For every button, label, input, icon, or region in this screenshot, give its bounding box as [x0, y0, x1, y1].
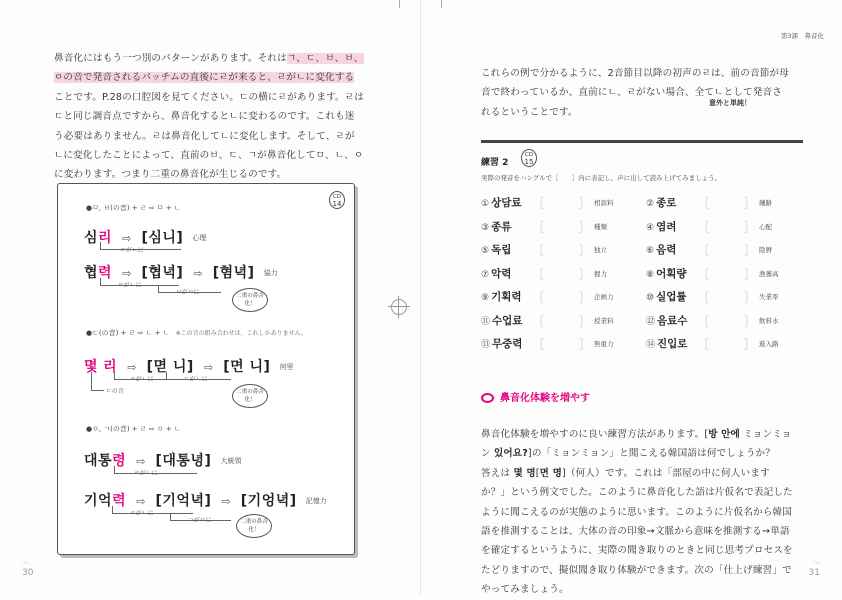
pronunciation-step2: [기엉녁]	[240, 493, 297, 509]
change-note: ㄹがㄴに	[134, 470, 158, 477]
item-word: 음료수	[657, 314, 688, 327]
answer-bracket-close[interactable]: ］	[579, 338, 590, 351]
item-number: ③	[481, 222, 490, 233]
item-word: 실업률	[656, 291, 687, 303]
practice-item	[646, 195, 806, 211]
change-note: ㄷがㄴに	[184, 376, 208, 383]
answer-bracket-open[interactable]: ［	[533, 338, 544, 351]
double-nasalization-bubble: 二重の鼻音化！	[236, 514, 272, 538]
double-nasalization-bubble: 二重の鼻音化！	[232, 384, 268, 408]
answer-bracket-close[interactable]: ］	[579, 244, 590, 257]
item-gloss: 飲料水	[759, 316, 779, 325]
answer-bracket-open[interactable]: ［	[698, 220, 709, 234]
answer-bracket-close[interactable]: ］	[744, 197, 755, 210]
example-box	[57, 183, 355, 555]
item-gloss: 授業料	[594, 316, 614, 325]
practice-section	[481, 140, 803, 351]
practice-item	[481, 313, 641, 329]
bracket-line	[91, 372, 104, 391]
change-note: ㅂがㅁに	[176, 289, 200, 296]
item-gloss: 握力	[594, 269, 607, 278]
page-number: 〜 30	[22, 559, 34, 578]
answer-bracket-close[interactable]: ］	[579, 291, 590, 304]
item-number: ②	[646, 199, 655, 209]
item-word: 무중력	[492, 338, 523, 350]
item-word: 진입로	[657, 338, 688, 350]
item-gloss: 鍾路	[759, 199, 772, 207]
rule-1: ●ㅁ, ㅂ(の音) + ㄹ ⇨ ㅁ + ㄴ	[86, 204, 181, 212]
answer-bracket-open[interactable]: ［	[698, 338, 709, 351]
item-word: 수업료	[492, 314, 523, 327]
answer-bracket-open[interactable]: ［	[533, 267, 544, 281]
item-gloss: 進入路	[759, 340, 779, 348]
arrow-right-icon: ⇨	[122, 267, 132, 280]
item-number: ⑪	[481, 316, 491, 327]
pronunciation: [심니]	[141, 230, 184, 246]
change-note: ㄷの音	[106, 388, 124, 395]
answer-bracket-close[interactable]: ］	[744, 338, 755, 351]
double-nasalization-bubble: 二重の鼻音化！	[232, 288, 268, 312]
change-note: ㄹがㄴに	[120, 247, 144, 254]
item-number: ⑭	[646, 340, 656, 350]
item-word: 어획량	[656, 267, 687, 280]
item-number: ⑨	[481, 293, 490, 303]
change-note: ㄹがㄴに	[130, 510, 154, 517]
item-gloss: 漁獲高	[759, 269, 779, 278]
answer-bracket-open[interactable]: ［	[533, 314, 544, 328]
trim-mark	[399, 0, 400, 8]
answer-bracket-open[interactable]: ［	[698, 244, 709, 257]
item-number: ⑦	[481, 269, 490, 280]
item-number: ⑥	[646, 246, 655, 256]
answer-bracket-close[interactable]: ］	[744, 244, 755, 257]
answer-bracket-close[interactable]: ］	[744, 291, 755, 304]
page-number: 〜 31	[808, 559, 820, 578]
item-word: 독립	[491, 244, 512, 256]
japanese-gloss: 協力	[263, 268, 278, 277]
arrow-right-icon: ⇨	[136, 455, 146, 468]
japanese-gloss: 記憶力	[305, 496, 327, 505]
section-heading: 鼻音化体験を増やす	[481, 389, 590, 404]
practice-title: 練習 2	[481, 158, 509, 168]
pronunciation-step1: [협녁]	[141, 265, 184, 281]
trim-mark	[441, 0, 442, 8]
item-number: ⑤	[481, 246, 490, 256]
example-word-highlight: 력	[98, 265, 113, 281]
pronunciation-step2: [면 니]	[223, 359, 271, 375]
item-number: ①	[481, 199, 490, 209]
answer-bracket-open[interactable]: ［	[533, 220, 544, 234]
right-paragraph-2: 鼻音化体験を増やすのに良い練習方法があります。[방 안에 ミョンミョン 있어요?]の「ミョンミョン」と聞こえる韓国語は何でしょうか？ 答えは 몇 명[면 명]（何人）です。これは「部屋の中に何人いますか？」という例文でした。このように鼻音化した語は片仮名で表記したように聞こえるのが実態のように思います。このように片仮名から韓国語を推測することは、大体の音の印象→文脈から意味を推測する→単語を確定するというように、実際の聞き取りのときと同じ思考プロセスをたどりますので、擬似聞き取り体験ができます。次の「仕上げ練習」でやってみましょう。	[481, 429, 793, 596]
practice-item	[481, 219, 641, 235]
answer-bracket-close[interactable]: ］	[579, 197, 590, 210]
change-note: ㄹがㄴに	[130, 376, 154, 383]
item-number: ⑩	[646, 293, 655, 303]
item-word: 상담료	[491, 197, 522, 209]
example-word-highlight: 령	[112, 453, 127, 469]
rule-note: ※この音の組み合わせは、これしかありません。	[175, 330, 307, 337]
practice-item	[646, 313, 806, 329]
answer-bracket-open[interactable]: ［	[533, 291, 544, 304]
answer-bracket-open[interactable]: ［	[698, 267, 709, 281]
item-gloss: 企画力	[594, 293, 614, 301]
answer-bracket-open[interactable]: ［	[698, 314, 709, 328]
rule-2: ●ㄷ(の音) + ㄹ ⇨ ㄴ + ㄴ ※この音の組み合わせは、これしかありません。	[86, 329, 307, 337]
arrow-right-icon: ⇨	[193, 267, 203, 280]
answer-bracket-close[interactable]: ］	[744, 267, 755, 281]
pronunciation: [대통녕]	[155, 453, 212, 469]
pronunciation-step1: [멷 니]	[146, 359, 194, 375]
arrow-right-icon: ⇨	[136, 495, 146, 508]
answer-bracket-close[interactable]: ］	[744, 220, 755, 234]
example-word: 심	[84, 230, 99, 246]
item-number: ⑧	[646, 269, 655, 280]
item-number: ⑫	[646, 316, 656, 327]
answer-bracket-open[interactable]: ［	[698, 197, 709, 210]
example-word-highlight: 리	[103, 359, 118, 375]
item-gloss: 独立	[594, 246, 607, 254]
running-header: 第3課 鼻音化	[780, 32, 824, 40]
answer-bracket-close[interactable]: ］	[579, 220, 590, 234]
japanese-gloss: 大統領	[220, 456, 242, 465]
item-word: 기획력	[491, 291, 522, 303]
item-gloss: 無重力	[594, 340, 614, 348]
practice-item	[481, 336, 641, 352]
example-word: 대통	[84, 453, 113, 469]
item-gloss: 心配	[759, 222, 772, 231]
arrow-right-icon: ⇨	[221, 495, 231, 508]
example-word-highlight: 리	[98, 230, 113, 246]
japanese-gloss: 何里	[279, 362, 294, 371]
practice-item	[481, 195, 641, 211]
highlighted-text: ㄱ、ㄷ、ㅂ、ㅂ、ㅇの音で発音されるパッチムの直後にㄹが来ると、ㄹがㄴに変化する	[54, 53, 364, 84]
arrow-right-icon: ⇨	[203, 361, 214, 374]
surprise-note: 意外と単純！	[709, 99, 751, 107]
paragraph-text: 鼻音化にはもう一つ別のパターンがあります。それは	[54, 53, 287, 64]
practice-item	[646, 289, 806, 305]
pronunciation-step1: [기억녁]	[155, 493, 212, 509]
practice-item	[481, 242, 641, 258]
practice-item	[481, 266, 641, 282]
item-word: 악력	[491, 267, 512, 280]
practice-item	[646, 242, 806, 258]
change-note: ㄱがㅇに	[188, 517, 212, 524]
cd-track-badge[interactable]: CD 15	[521, 149, 537, 167]
example-word-highlight: 몇	[84, 359, 99, 375]
item-gloss: 陰暦	[759, 246, 772, 254]
item-gloss: 失業率	[759, 293, 779, 301]
practice-item	[646, 336, 806, 352]
rule-3: ●ㅇ, ㄱ(の音) + ㄹ ⇨ ㅇ + ㄴ	[86, 425, 181, 433]
japanese-gloss: 心理	[192, 233, 207, 242]
example-word: 기억	[84, 493, 113, 509]
item-word: 음력	[656, 244, 677, 256]
circle-bullet-icon	[481, 393, 494, 403]
practice-instruction: 実際の発音をハングルで［ ］内に表記し、声に出して読み上げてみましょう。	[481, 174, 722, 182]
answer-bracket-close[interactable]: ］	[579, 267, 590, 281]
item-number: ⑬	[481, 340, 491, 350]
item-number: ④	[646, 222, 655, 233]
cd-track-badge[interactable]: CD 14	[329, 191, 345, 209]
item-word: 염려	[656, 220, 677, 233]
paragraph-text: ことです。P.28の口腔図を見てください。ㄷの横にㄹがあります。ㄹはㄷと同じ調音点ですから、鼻音化するとㄴに変わるのです。これも迷う必要はありません。ㄹは鼻音化してㄴに変化します。そして、ㄹがㄴに変化したことによって、直前のㅂ、ㄷ、ㄱが鼻音化してㅁ、ㄴ、ㅇに変わります。つまり二重の鼻音化が生じるのです。	[54, 91, 364, 181]
arrow-right-icon: ⇨	[127, 361, 137, 374]
practice-item	[481, 289, 641, 305]
item-word: 종류	[491, 220, 512, 233]
example-word: 협	[84, 265, 99, 281]
registration-mark-icon	[388, 296, 410, 318]
answer-bracket-open[interactable]: ［	[533, 197, 544, 210]
left-paragraph	[54, 49, 364, 185]
right-paragraph-1: これらの例で分かるように、2音節目以降の初声のㄹは、前の音節が母音で終わっているか、直前にㄴ、ㄹがない場合、全てㄴとして発音されるということです。	[481, 68, 789, 118]
answer-bracket-open[interactable]: ［	[533, 244, 544, 257]
answer-bracket-close[interactable]: ］	[744, 314, 755, 328]
answer-bracket-close[interactable]: ］	[579, 314, 590, 328]
item-word: 종로	[656, 197, 677, 209]
arrow-right-icon: ⇨	[122, 232, 132, 245]
pronunciation-step2: [혐녁]	[212, 265, 255, 281]
practice-item	[646, 266, 806, 282]
practice-item	[646, 219, 806, 235]
example-word-highlight: 력	[112, 493, 127, 509]
item-gloss: 種類	[594, 222, 607, 231]
item-gloss: 相談料	[594, 199, 614, 207]
answer-bracket-open[interactable]: ［	[698, 291, 709, 304]
right-page	[421, 0, 842, 595]
change-note: ㄹがㄴに	[118, 282, 142, 289]
left-page	[0, 0, 421, 595]
